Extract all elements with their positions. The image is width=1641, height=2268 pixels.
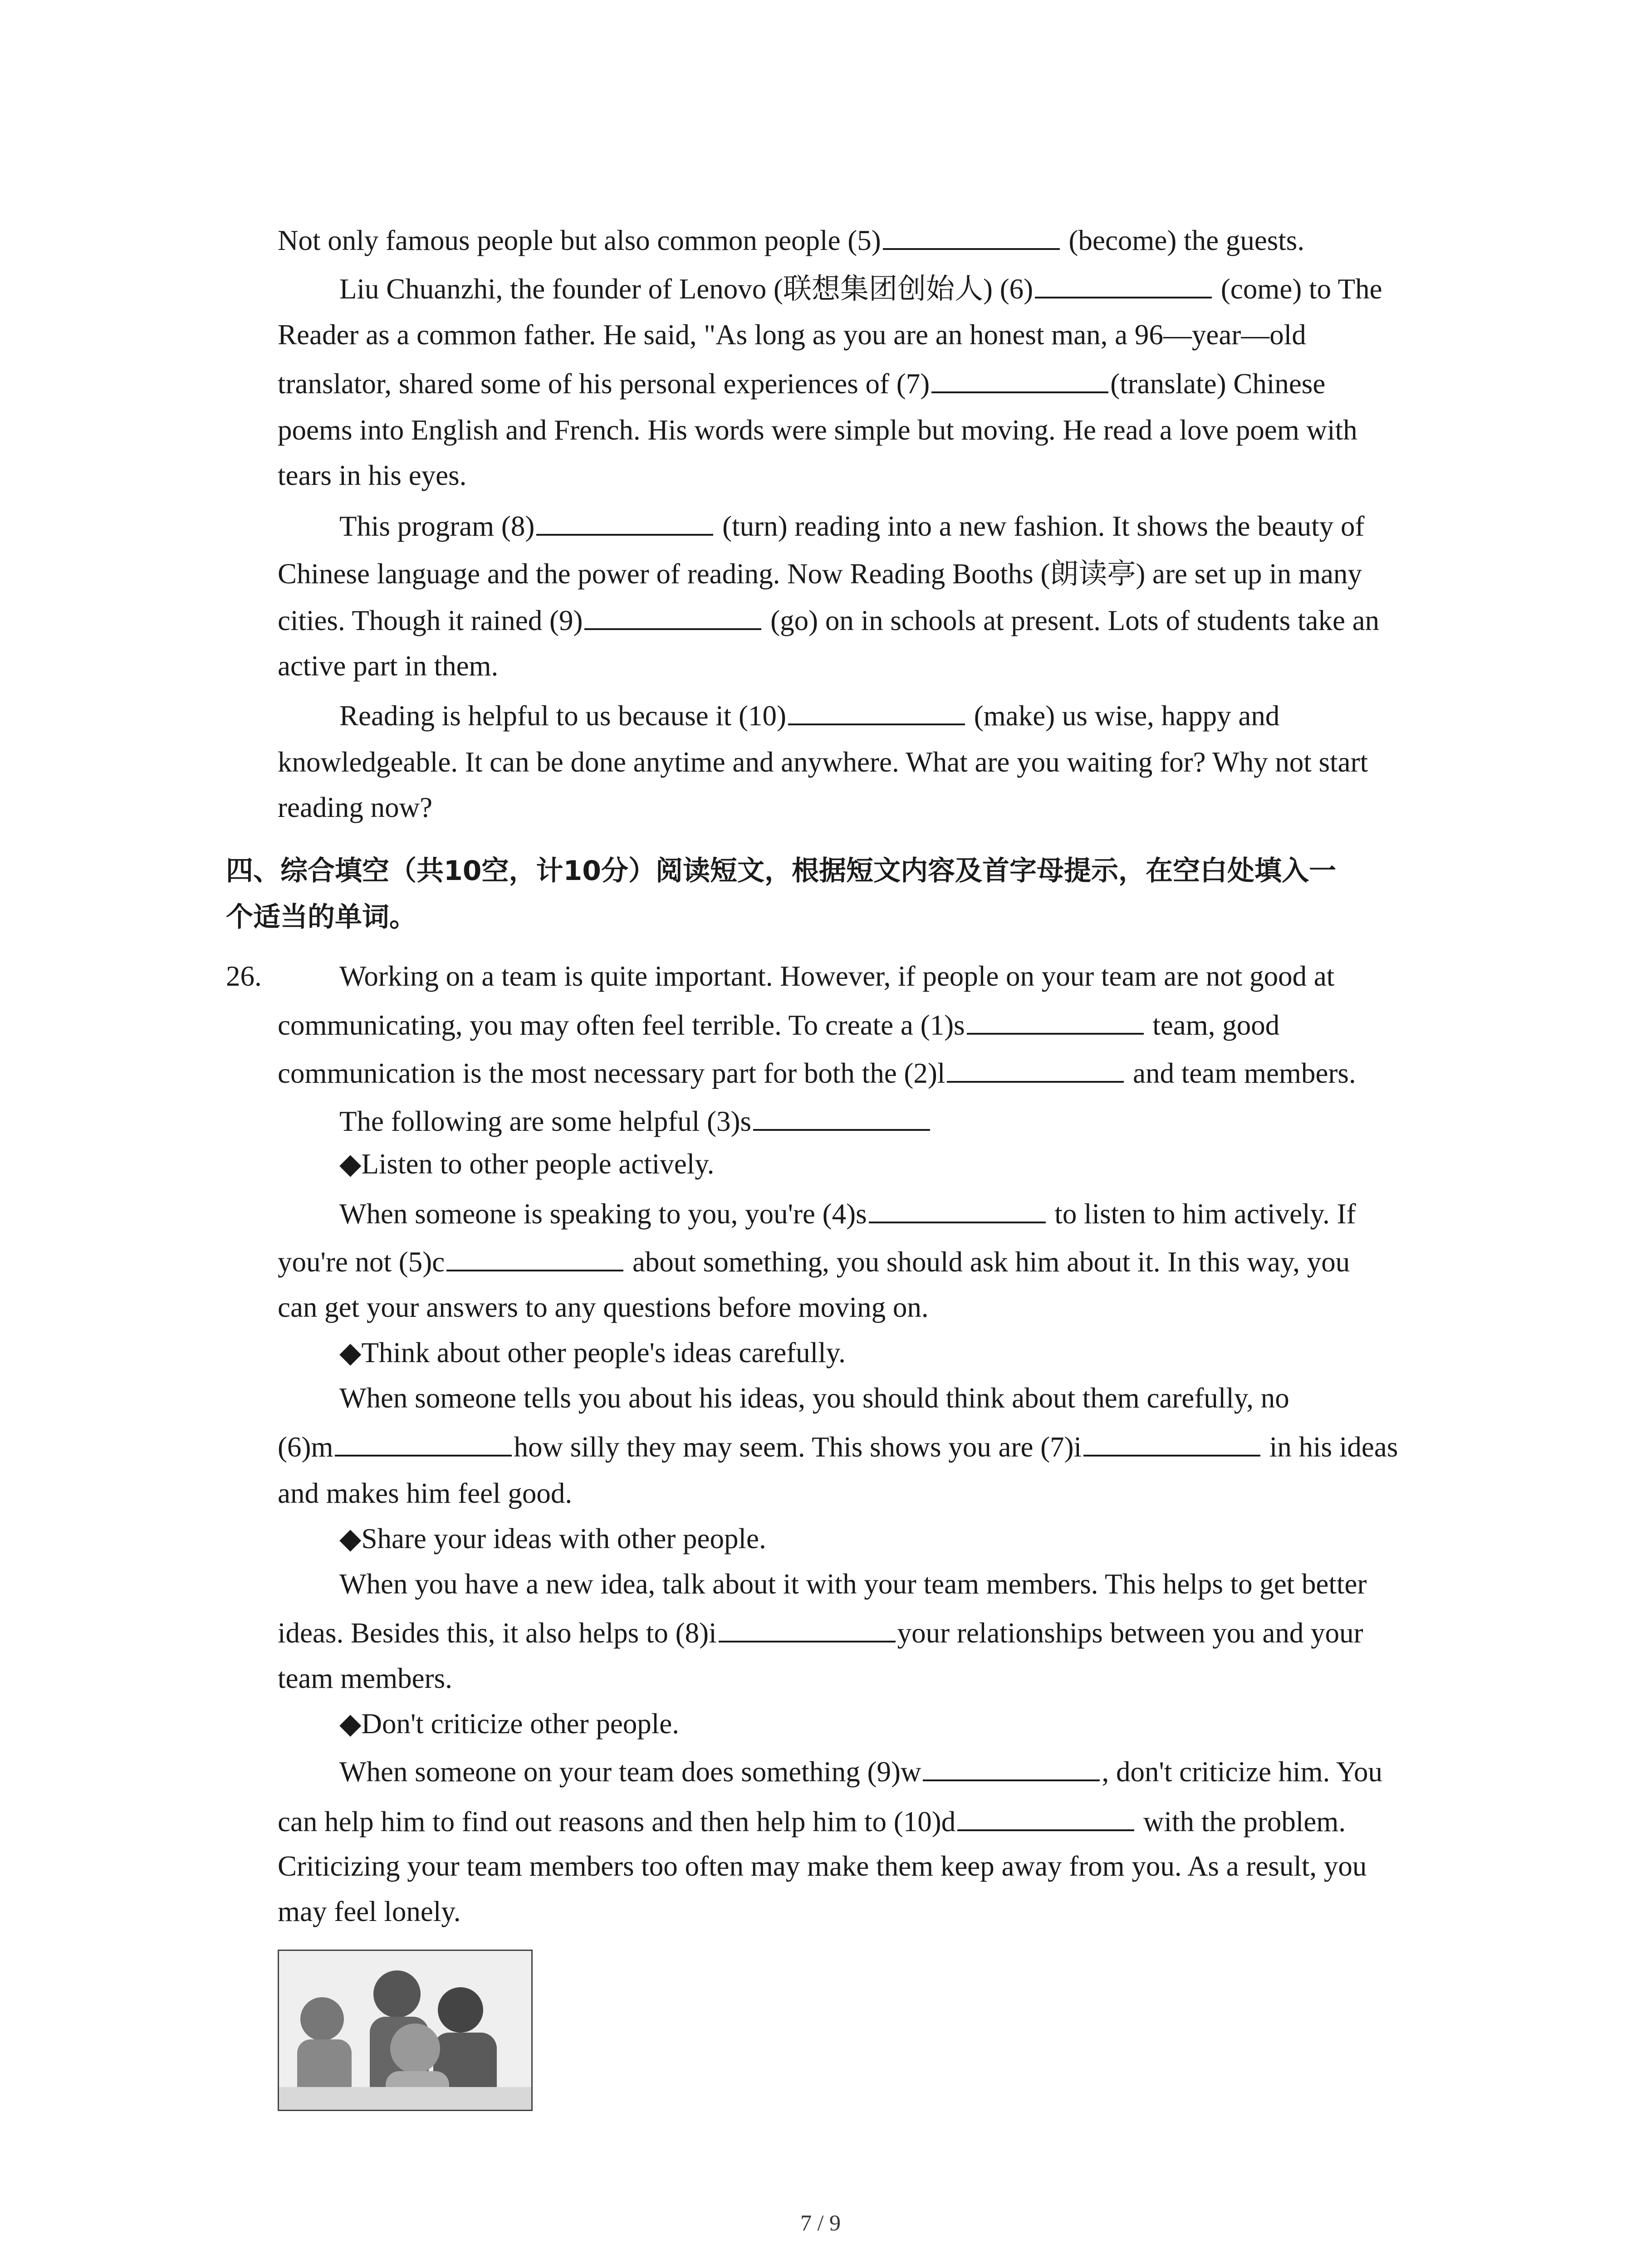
text-line: Liu Chuanzhi, the founder of Lenovo (联想集团创始人) (6) (come) to The (339, 273, 1382, 305)
answer-blank-6b[interactable] (335, 1431, 512, 1457)
section-heading: 四、综合填空（共10空，计10分）阅读短文，根据短文内容及首字母提示，在空白处填入一 (226, 855, 1336, 887)
text-line: Criticizing your team members too often may make them keep away from you. As a result, you (278, 1850, 1367, 1882)
answer-blank-10[interactable] (788, 700, 965, 725)
text-line: The following are some helpful (3)s (339, 1103, 932, 1139)
text-line: Working on a team is quite important. However, if people on your team are not good at (339, 960, 1335, 992)
text-line: When someone tells you about his ideas, you should think about them carefully, no (339, 1382, 1289, 1414)
answer-blank-3[interactable] (753, 1105, 930, 1131)
answer-blank-7b[interactable] (1083, 1431, 1260, 1457)
page-number: 7 / 9 (800, 2210, 841, 2235)
answer-blank-9b[interactable] (923, 1756, 1100, 1781)
tip-heading: ◆Share your ideas with other people. (339, 1523, 766, 1554)
text-line: reading now? (278, 792, 433, 823)
answer-blank-1[interactable] (967, 1009, 1144, 1035)
text-line: poems into English and French. His words were simple but moving. He read a love poem with (278, 414, 1357, 446)
text-line: Not only famous people but also common people (5) (become) the guests. (278, 225, 1305, 256)
text-line: cities. Though it rained (9) (go) on in schools at present. Lots of students take an (278, 605, 1380, 636)
text-line: tears in his eyes. (278, 459, 467, 491)
text-line: can help him to find out reasons and then help him to (10)d with the problem. (278, 1806, 1346, 1838)
text-line: you're not (5)c about something, you should ask him about it. In this way, you (278, 1246, 1350, 1278)
answer-blank-8[interactable] (536, 510, 713, 536)
question-number: 26. (226, 960, 262, 992)
team-photo-illustration (278, 1950, 533, 2111)
answer-blank-7[interactable] (931, 368, 1108, 393)
text-line: (6)m how silly they may seem. This shows you are (7)i in his ideas (278, 1431, 1398, 1463)
section-heading-cont: 个适当的单词。 (226, 901, 416, 933)
answer-blank-4[interactable] (869, 1198, 1046, 1223)
answer-blank-5[interactable] (883, 225, 1060, 250)
text-line: Reader as a common father. He said, "As long as you are an honest man, a 96—year—old (278, 319, 1306, 351)
tip-heading: ◆Don't criticize other people. (339, 1708, 680, 1740)
text-line: knowledgeable. It can be done anytime and anywhere. What are you waiting for? Why not start (278, 746, 1368, 778)
answer-blank-2[interactable] (947, 1057, 1124, 1083)
text-line: When someone on your team does something (9)w , don't criticize him. You (339, 1756, 1383, 1788)
text-line: may feel lonely. (278, 1896, 461, 1927)
text-line: and makes him feel good. (278, 1477, 573, 1509)
tip-heading: ◆Think about other people's ideas carefully. (339, 1337, 846, 1369)
text-line: team members. (278, 1662, 452, 1694)
text-line: Chinese language and the power of reading. Now Reading Booths (朗读亭) are set up in many (278, 558, 1362, 590)
text-line: This program (8) (turn) reading into a new fashion. It shows the beauty of (339, 510, 1365, 542)
text-line: translator, shared some of his personal experiences of (7) (translate) Chinese (278, 368, 1326, 400)
text-line: ideas. Besides this, it also helps to (8)i your relationships between you and your (278, 1617, 1363, 1649)
text-line: When you have a new idea, talk about it with your team members. This helps to get better (339, 1568, 1367, 1600)
answer-blank-10b[interactable] (957, 1806, 1134, 1831)
text-line: active part in them. (278, 650, 499, 682)
answer-blank-9[interactable] (584, 605, 761, 630)
tip-heading: ◆Listen to other people actively. (339, 1148, 715, 1180)
answer-blank-5b[interactable] (446, 1246, 623, 1271)
answer-blank-6[interactable] (1035, 273, 1212, 298)
answer-blank-8b[interactable] (719, 1617, 896, 1642)
text-line: communicating, you may often feel terrible. To create a (1)s team, good (278, 1009, 1280, 1041)
text-line: communication is the most necessary part for both the (2)l and team members. (278, 1057, 1356, 1089)
text-line: can get your answers to any questions before moving on. (278, 1291, 929, 1323)
text-line: Reading is helpful to us because it (10) (make) us wise, happy and (339, 700, 1280, 732)
text-line: When someone is speaking to you, you're (4)s to listen to him actively. If (339, 1198, 1356, 1230)
